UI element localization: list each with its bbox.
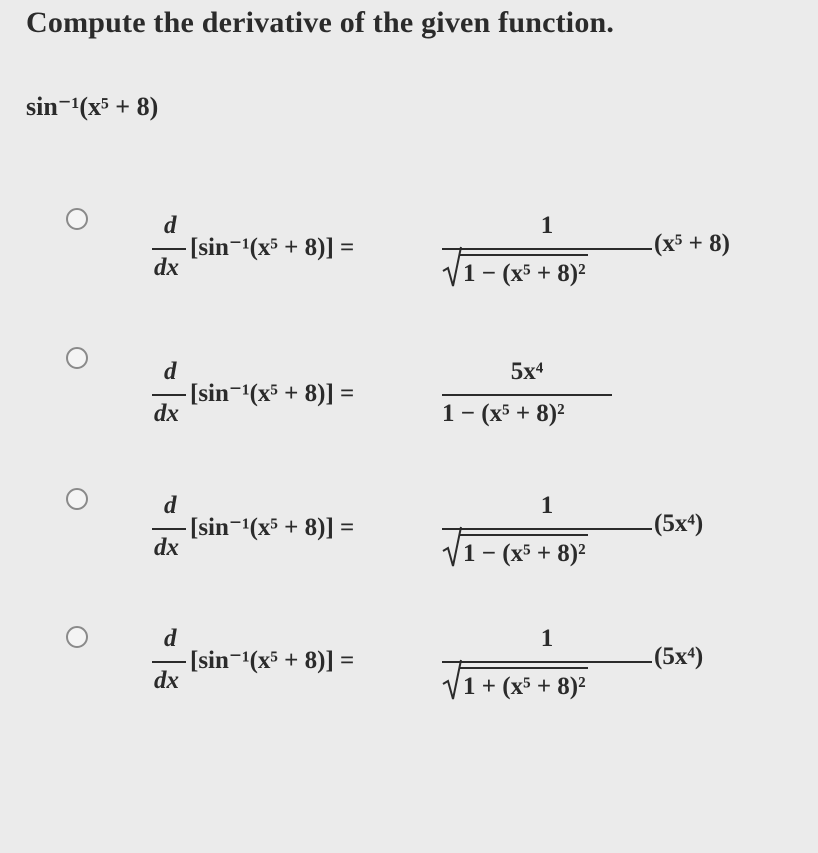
fraction-bar bbox=[442, 661, 652, 663]
fraction-bar bbox=[152, 248, 186, 250]
fraction-bar bbox=[152, 394, 186, 396]
derivative-operator bbox=[150, 212, 188, 312]
option-lhs: [sin⁻¹(x⁵ + 8)] = bbox=[190, 234, 355, 261]
derivative-d: d bbox=[164, 625, 177, 652]
rhs-denominator bbox=[442, 667, 588, 701]
derivative-operator bbox=[150, 492, 188, 592]
fraction-bar bbox=[442, 528, 652, 530]
derivative-d: d bbox=[164, 492, 177, 519]
chain-factor: (5x⁴) bbox=[654, 510, 704, 537]
rhs-denominator bbox=[442, 254, 588, 288]
radicand: 1 + (x⁵ + 8)² bbox=[460, 667, 588, 701]
rhs-numerator: 1 bbox=[540, 625, 554, 652]
option-lhs: [sin⁻¹(x⁵ + 8)] = bbox=[190, 647, 355, 674]
square-root-icon bbox=[442, 667, 588, 701]
chain-factor: (x⁵ + 8) bbox=[654, 230, 730, 257]
option-radio-d[interactable] bbox=[66, 626, 88, 648]
radicand: 1 − (x⁵ + 8)² bbox=[460, 254, 588, 288]
option-lhs: [sin⁻¹(x⁵ + 8)] = bbox=[190, 380, 355, 407]
derivative-operator bbox=[150, 358, 188, 458]
square-root-icon bbox=[442, 534, 588, 568]
rhs-fraction bbox=[442, 358, 612, 458]
rhs-denominator: 1 − (x⁵ + 8)² bbox=[442, 400, 565, 427]
radicand: 1 − (x⁵ + 8)² bbox=[460, 534, 588, 568]
derivative-dx: dx bbox=[154, 254, 179, 281]
chain-factor: (5x⁴) bbox=[654, 643, 704, 670]
derivative-d: d bbox=[164, 212, 177, 239]
fraction-bar bbox=[442, 248, 652, 250]
fraction-bar bbox=[152, 528, 186, 530]
derivative-dx: dx bbox=[154, 400, 179, 427]
derivative-dx: dx bbox=[154, 534, 179, 561]
question-title: Compute the derivative of the given function. bbox=[26, 6, 615, 39]
rhs-fraction bbox=[442, 625, 652, 725]
rhs-numerator: 1 bbox=[540, 492, 554, 519]
option-radio-a[interactable] bbox=[66, 208, 88, 230]
rhs-denominator bbox=[442, 534, 588, 568]
option-lhs: [sin⁻¹(x⁵ + 8)] = bbox=[190, 514, 355, 541]
rhs-fraction bbox=[442, 492, 652, 592]
fraction-bar bbox=[442, 394, 612, 396]
rhs-fraction bbox=[442, 212, 652, 312]
rhs-numerator: 1 bbox=[540, 212, 554, 239]
fraction-bar bbox=[152, 661, 186, 663]
derivative-d: d bbox=[164, 358, 177, 385]
option-radio-c[interactable] bbox=[66, 488, 88, 510]
rhs-numerator: 5x⁴ bbox=[510, 358, 544, 385]
square-root-icon bbox=[442, 254, 588, 288]
option-radio-b[interactable] bbox=[66, 347, 88, 369]
derivative-operator bbox=[150, 625, 188, 725]
given-function: sin⁻¹(x⁵ + 8) bbox=[26, 92, 159, 121]
derivative-dx: dx bbox=[154, 667, 179, 694]
